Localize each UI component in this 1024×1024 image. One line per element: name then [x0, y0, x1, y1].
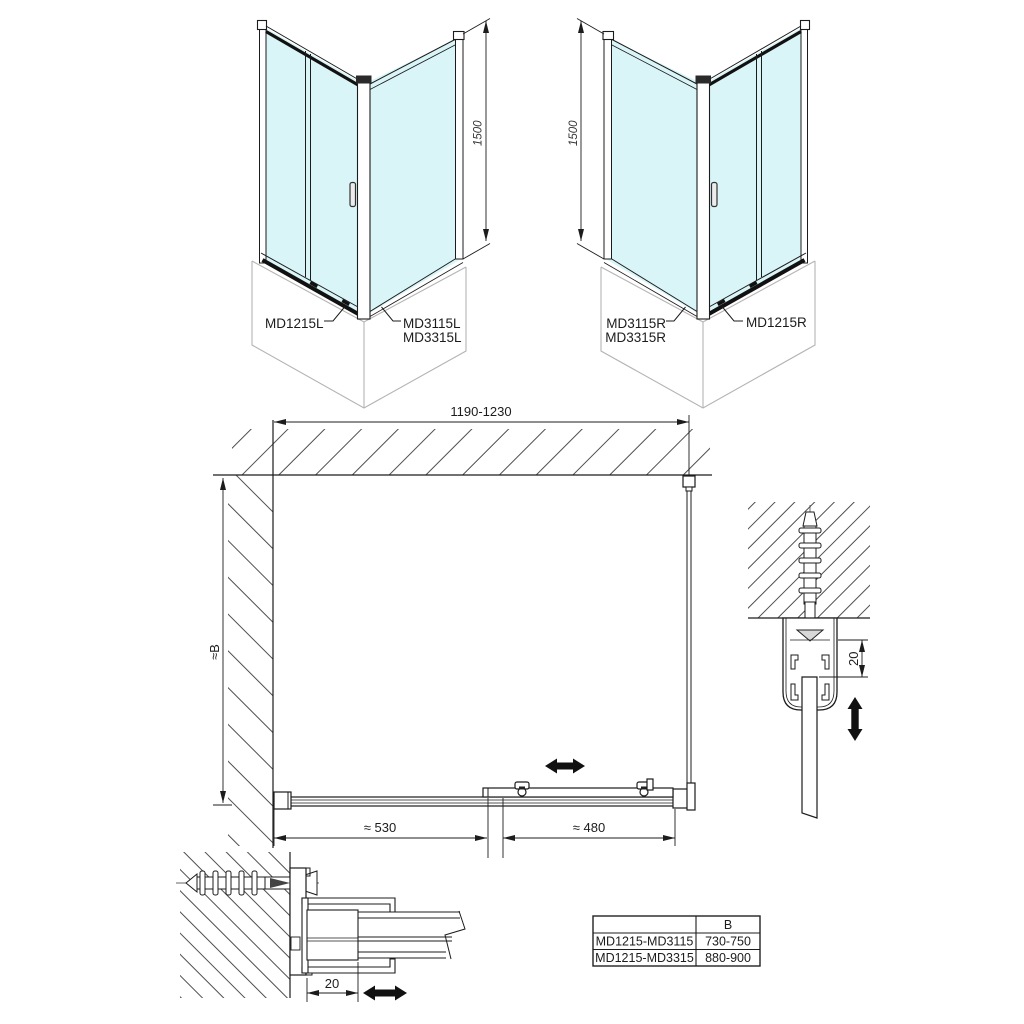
side-model-label-right-1: MD3115R — [606, 316, 666, 331]
wall-profile-side-detail — [748, 502, 870, 818]
front-view-right — [568, 19, 815, 409]
table-row-b: 730-750 — [705, 934, 751, 949]
profile-insert — [307, 910, 358, 960]
wall-profile-plan-detail — [176, 852, 465, 1002]
door-part-dim-label: ≈ 480 — [572, 820, 606, 835]
depth-dim-label: ≈B — [207, 644, 222, 660]
side-model-label-right-2: MD3315R — [605, 330, 666, 345]
door-model-label-left: MD1215L — [264, 316, 324, 331]
height-dim-label-left: 1500 — [472, 120, 485, 146]
front-view-left — [252, 19, 490, 409]
glass-panel-edge — [358, 911, 465, 959]
wall-hatch-top — [232, 429, 710, 475]
side-model-label-left-2: MD3315L — [403, 330, 462, 345]
door-model-label-right: MD1215R — [746, 315, 807, 330]
adjust-dim-label: 20 — [846, 651, 861, 666]
fixed-part-dim-label: ≈ 530 — [363, 820, 397, 835]
height-adjust-arrow — [848, 697, 863, 741]
table-row-b: 880-900 — [705, 951, 751, 965]
table-row-models: MD1215-MD3315 — [595, 951, 694, 965]
door-knob — [647, 779, 653, 790]
side-model-label-left-1: MD3115L — [403, 316, 461, 331]
height-dim-label-right: 1500 — [568, 120, 580, 146]
slide-direction-arrow — [545, 759, 585, 774]
size-table — [593, 916, 760, 966]
width-adjust-arrow — [363, 986, 407, 1001]
table-row-models: MD1215-MD3115 — [595, 934, 694, 949]
door-track — [274, 797, 691, 806]
width-dim-label: 1190-1230 — [450, 404, 512, 419]
table-header-b: B — [723, 918, 733, 932]
wall-hatch-left — [228, 475, 273, 846]
adjust-dim-label: 20 — [324, 976, 340, 991]
plan-view — [207, 404, 712, 858]
glass-panel-edge — [802, 677, 817, 818]
screw-head — [305, 871, 317, 895]
glass-bracket — [683, 476, 695, 487]
frame-profile-arm — [302, 959, 395, 973]
